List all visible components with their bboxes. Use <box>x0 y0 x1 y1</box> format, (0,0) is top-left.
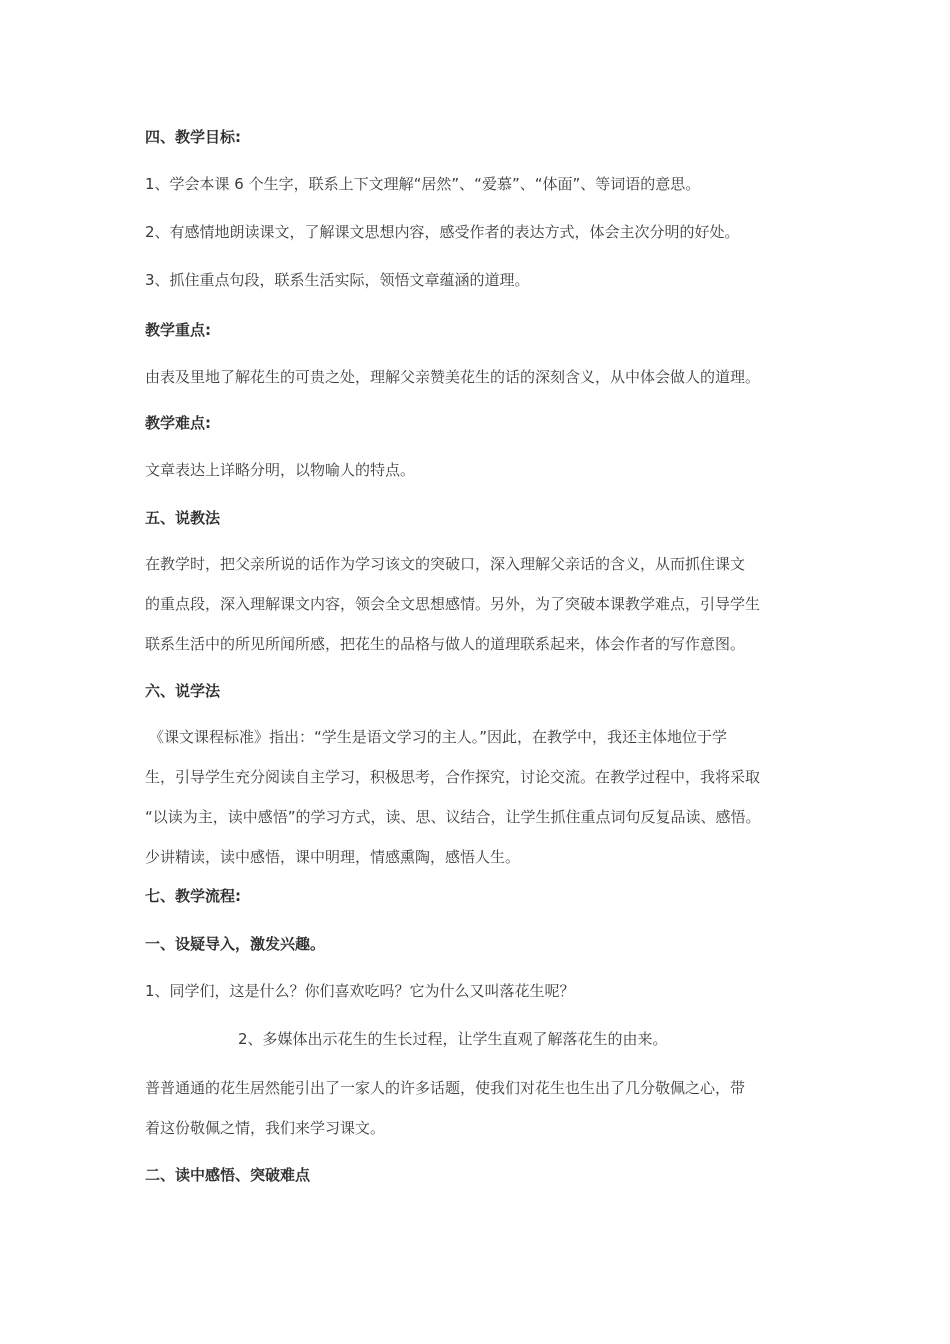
goal-item-2: 2、有感情地朗读课文，了解课文思想内容，感受作者的表达方式，体会主次分明的好处。 <box>145 223 740 241</box>
step-1-paragraph-line-1: 普普通通的花生居然能引出了一家人的许多话题，使我们对花生也生出了几分敬佩之心，带 <box>145 1079 746 1097</box>
step-1-item-1: 1、同学们，这是什么？你们喜欢吃吗？它为什么又叫落花生呢？ <box>145 982 575 1000</box>
key-points-heading: 教学重点: <box>145 321 211 339</box>
difficulty-heading: 教学难点: <box>145 414 211 432</box>
step-1-item-2: 2、多媒体出示花生的生长过程，让学生直观了解落花生的由来。 <box>238 1030 668 1048</box>
goal-item-3: 3、抓住重点句段，联系生活实际，领悟文章蕴涵的道理。 <box>145 271 530 289</box>
teaching-method-line-2: 的重点段，深入理解课文内容，领会全文思想感情。另外，为了突破本课教学难点，引导学生 <box>145 595 761 613</box>
step-1-heading: 一、设疑导入，激发兴趣。 <box>145 935 326 953</box>
section-heading-teaching-method: 五、说教法 <box>145 509 221 527</box>
section-heading-teaching-goals: 四、教学目标: <box>145 128 241 146</box>
learning-method-line-2: 生，引导学生充分阅读自主学习，积极思考，合作探究，讨论交流。在教学过程中，我将采取 <box>145 768 761 786</box>
step-2-heading: 二、读中感悟、突破难点 <box>145 1166 311 1184</box>
learning-method-line-1: 《课文课程标准》指出：“学生是语文学习的主人。”因此，在教学中，我还主体地位于学 <box>149 728 728 746</box>
step-1-paragraph-line-2: 着这份敬佩之情，我们来学习课文。 <box>145 1119 386 1137</box>
teaching-method-line-1: 在教学时，把父亲所说的话作为学习该文的突破口，深入理解父亲话的含义，从而抓住课文 <box>145 555 746 573</box>
teaching-method-line-3: 联系生活中的所见所闻所感，把花生的品格与做人的道理联系起来，体会作者的写作意图。 <box>145 635 746 653</box>
key-points-text: 由表及里地了解花生的可贵之处，理解父亲赞美花生的话的深刻含义，从中体会做人的道理。 <box>145 368 761 386</box>
difficulty-text: 文章表达上详略分明，以物喻人的特点。 <box>145 461 416 479</box>
section-heading-teaching-process: 七、教学流程: <box>145 887 241 905</box>
learning-method-line-3: “以读为主，读中感悟”的学习方式，读、思、议结合，让学生抓住重点词句反复品读、感悟。 <box>145 808 761 826</box>
learning-method-line-4: 少讲精读，读中感悟，课中明理，情感熏陶，感悟人生。 <box>145 848 521 866</box>
section-heading-learning-method: 六、说学法 <box>145 682 221 700</box>
goal-item-1: 1、学会本课 6 个生字，联系上下文理解“居然”、“爱慕”、“体面”、等词语的意思。 <box>145 175 701 193</box>
